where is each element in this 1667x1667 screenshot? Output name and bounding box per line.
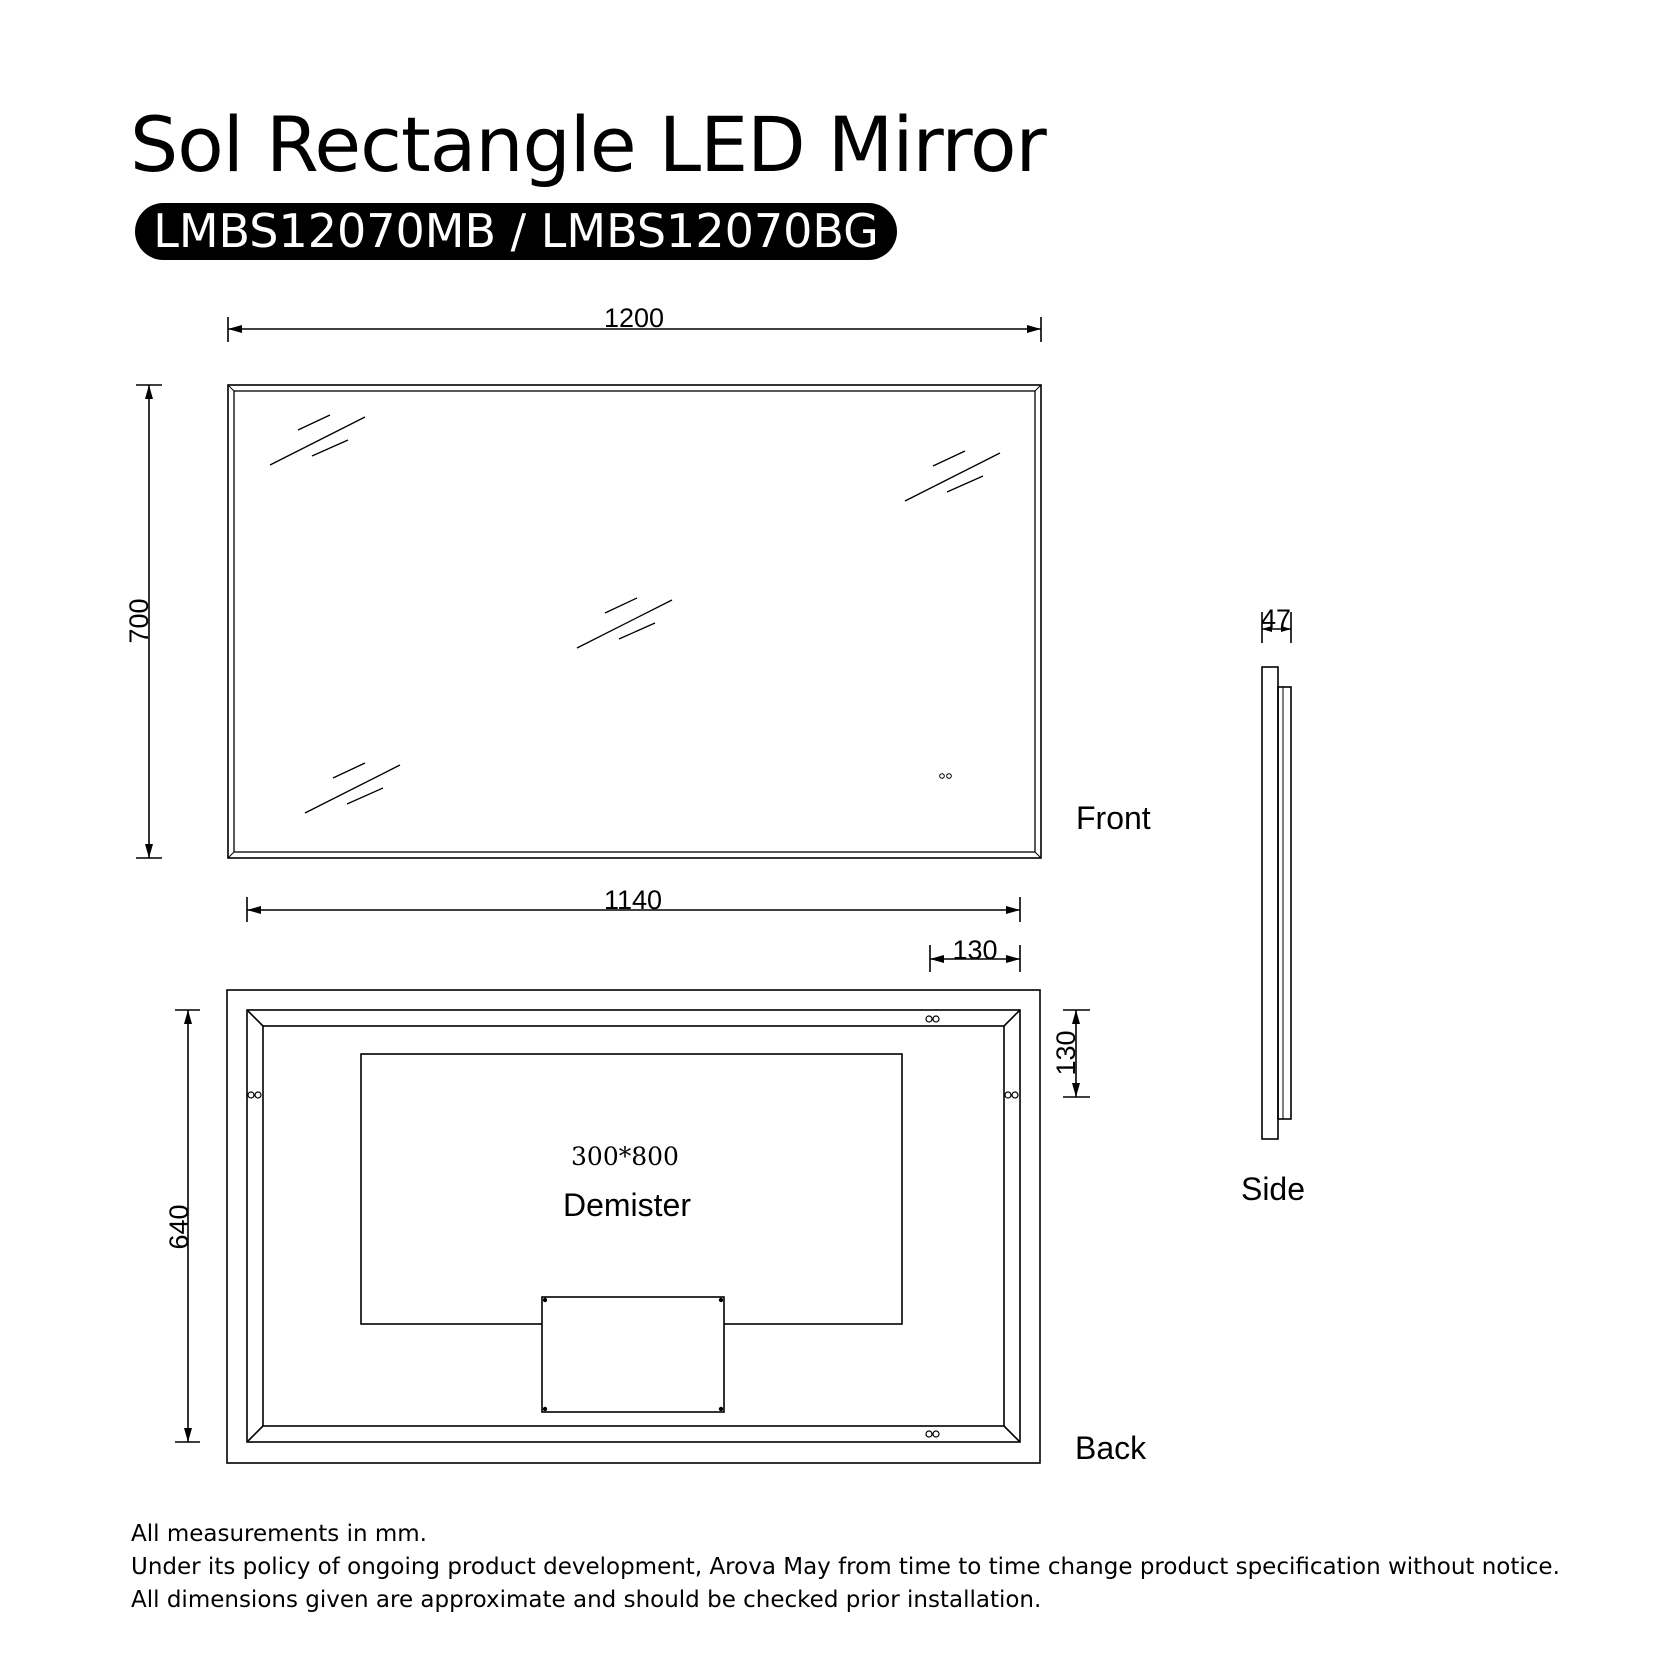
back-width-label: 1140	[603, 885, 663, 915]
front-view	[136, 317, 1041, 858]
footnote-measurements: All measurements in mm.	[131, 1521, 427, 1547]
model-code-badge: LMBS12070MB / LMBS12070BG	[135, 203, 897, 260]
footnote-policy: Under its policy of ongoing product development, Arova May from time to time change product specification without notice.	[131, 1554, 1560, 1580]
bracket-offset-y-label: 130	[1051, 1030, 1081, 1076]
front-height-label: 700	[124, 598, 154, 644]
back-view	[175, 897, 1090, 1463]
side-view	[1262, 612, 1291, 1139]
front-label: Front	[1076, 800, 1151, 836]
side-profile	[1262, 667, 1291, 1139]
back-label: Back	[1075, 1430, 1147, 1466]
bracket-offset-x-label: 130	[952, 935, 998, 965]
side-depth-label: 47	[1260, 604, 1292, 634]
glass-reflection-marks	[270, 415, 1000, 813]
demister-label: Demister	[562, 1187, 692, 1223]
touch-sensor-icon	[940, 774, 952, 779]
front-mirror-frame	[228, 385, 1041, 858]
side-label: Side	[1240, 1171, 1306, 1207]
footnote-approximate: All dimensions given are approximate and should be checked prior installation.	[131, 1587, 1042, 1613]
front-width-label: 1200	[603, 303, 665, 333]
back-height-label: 640	[164, 1204, 194, 1250]
page-title: Sol Rectangle LED Mirror	[130, 100, 1046, 189]
driver-box	[542, 1297, 724, 1412]
demister-size-label: 300*800	[571, 1142, 679, 1171]
footnotes	[131, 1518, 1560, 1617]
